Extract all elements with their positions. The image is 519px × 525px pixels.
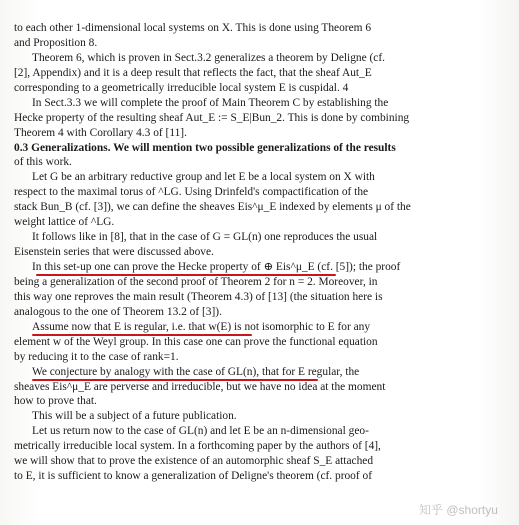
text-line: Eisenstein series that were discussed above. [14, 246, 214, 259]
text-line: being a generalization of the second proof of Theorem 2 for n = 2. Moreover, in [14, 275, 378, 288]
text-line: Theorem 6, which is proven in Sect.3.2 generalizes a theorem by Deligne (cf. [32, 51, 385, 64]
text-line: of this work. [14, 156, 72, 169]
text-line: respect to the maximal torus of ^LG. Using Drinfeld's compactification of the [14, 186, 369, 199]
text-line: sheaves Eis^μ_E are perverse and irreducible, but we have no idea at the moment [14, 380, 386, 393]
underlined-text: We conjecture by analogy with the case of GL(n), that for E regular, the [32, 365, 360, 378]
text-line: analogous to the one of Theorem 13.2 of [3]). [14, 305, 222, 318]
text-line: Let G be an arbitrary reductive group and let E be a local system on X with [32, 171, 375, 184]
underlined-text: In this set-up one can prove the Hecke property of ⊕ Eis^μ_E (cf. [5]); the proof [32, 261, 401, 273]
text-line: to each other 1-dimensional local systems on X. This is done using Theorem 6 [14, 22, 372, 34]
text-line: and Proposition 8. [14, 36, 98, 49]
zhihu-watermark [419, 500, 511, 518]
text-line: weight lattice of ^LG. [14, 216, 115, 229]
paper-text-block [14, 21, 480, 484]
text-line: Hecke property of the resulting sheaf Aut_E := S_E|Bun_2. This is done by combining [14, 111, 410, 124]
text-line [14, 365, 480, 380]
text-line: how to prove that. [14, 395, 97, 408]
text-line: we will show that to prove the existence of an automorphic sheaf S_E attached [14, 455, 374, 468]
text-line [14, 320, 480, 335]
text-line [14, 260, 480, 275]
text-line: to E, it is sufficient to know a generalization of Deligne's theorem (cf. proof of [14, 470, 373, 483]
text-line: stack Bun_B (cf. [3]), we can define the sheaves Eis^μ_E indexed by elements μ of the [14, 201, 411, 214]
underlined-text: Assume now that E is regular, i.e. that w(E) is not isomorphic to E for any [32, 320, 371, 333]
text-line: Theorem 4 with Corollary 4.3 of [11]. [14, 126, 187, 139]
text-line: by reducing it to the case of rank=1. [14, 350, 179, 363]
section-heading: 0.3 Generalizations. We will mention two possible generalizations of the results [14, 141, 396, 154]
text-line: This will be a subject of a future publication. [32, 410, 237, 423]
text-line: In Sect.3.3 we will complete the proof of Main Theorem C by establishing the [32, 96, 389, 109]
text-line: [2], Appendix) and it is a deep result that reflects the fact, that the sheaf Aut_E [14, 66, 372, 79]
text-line: Let us return now to the case of GL(n) and let E be an n-dimensional geo- [32, 425, 369, 438]
text-line: element w of the Weyl group. In this case one can prove the functional equation [14, 335, 378, 348]
text-line: It follows like in [8], that in the case of G = GL(n) one reproduces the usual [32, 231, 378, 244]
watermark-text: 知乎 @shortyu [419, 503, 498, 517]
text-line: metrically irreducible local system. In a forthcoming paper by the authors of [4], [14, 440, 381, 453]
text-line: this way one reproves the main result (Theorem 4.3) of [13] (the situation here is [14, 290, 383, 303]
text-line: corresponding to a geometrically irreducible local system E is cuspidal. 4 [14, 81, 349, 94]
